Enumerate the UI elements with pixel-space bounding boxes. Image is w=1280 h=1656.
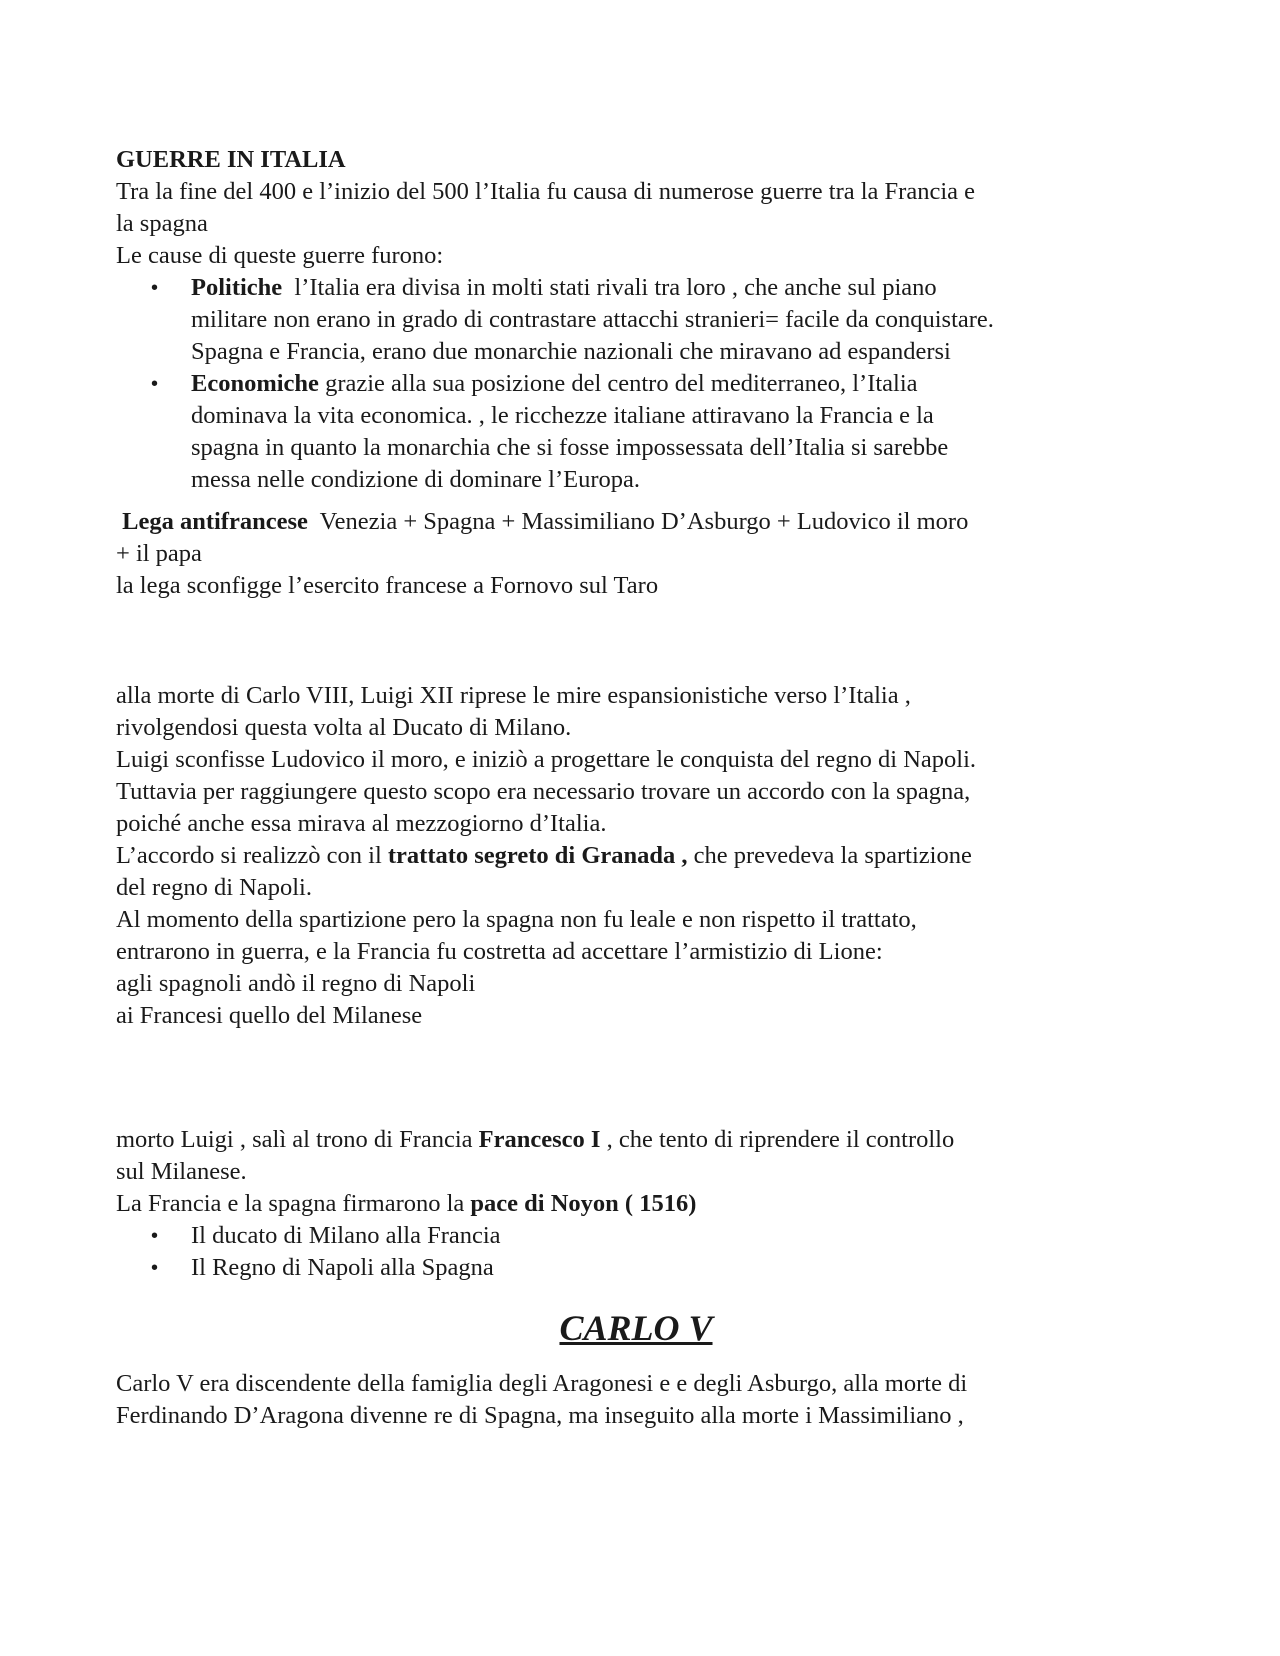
section-luigi-xii (116, 680, 976, 1032)
lega-line: la lega sconfigge l’esercito francese a Fornovo sul Taro (116, 572, 659, 599)
paragraph-line: alla morte di Carlo VIII, Luigi XII riprese le mire espansionistiche verso l’Italia , (116, 682, 911, 709)
paragraph-line: agli spagnoli andò il regno di Napoli (116, 970, 476, 997)
paragraph-line: morto Luigi , salì al trono di Francia Francesco I , che tento di riprendere il controllo (116, 1126, 955, 1153)
section-guerre-in-italia (116, 144, 994, 496)
cause-item-economiche: • Economiche grazie alla sua posizione del centro del mediterraneo, l’Italia dominava la vita economica. , le ricchezze italiane attiravano la Francia e la spagna in quanto la monarchia che si fosse impossessata dell’Italia si sarebbe messa nelle condizione di dominare l’Europa. (116, 368, 994, 496)
intro-line: la spagna (116, 210, 208, 237)
paragraph-line: ai Francesi quello del Milanese (116, 1002, 423, 1029)
paragraph-line: Al momento della spartizione pero la spagna non fu leale e non rispetto il trattato, (116, 906, 917, 933)
section-carlo-v-text (116, 1368, 967, 1432)
cause-item-politiche: • Politiche l’Italia era divisa in molti stati rivali tra loro , che anche sul piano militare non erano in grado di contrastare attacchi stranieri= facile da conquistare. Spagna e Francia, erano due monarchie nazionali che miravano ad espandersi (116, 272, 994, 368)
cause-label: Politiche (191, 274, 283, 301)
section-carlo-v (116, 1306, 1156, 1350)
intro-line: Tra la fine del 400 e l’inizio del 500 l’Italia fu causa di numerose guerre tra la Francia e (116, 178, 975, 205)
heading-carlo-v: CARLO V (559, 1308, 713, 1348)
causes-intro: Le cause di queste guerre furono: (116, 242, 444, 269)
paragraph-line: L’accordo si realizzò con il trattato segreto di Granada , che prevedeva la spartizione (116, 842, 972, 869)
paragraph-line: rivolgendosi questa volta al Ducato di Milano. (116, 714, 572, 741)
noyon-list (116, 1220, 954, 1284)
paragraph-line: La Francia e la spagna firmarono la pace di Noyon ( 1516) (116, 1190, 697, 1217)
lega-line: + il papa (116, 540, 202, 567)
list-item: • Il Regno di Napoli alla Spagna (116, 1252, 954, 1284)
paragraph-line: del regno di Napoli. (116, 874, 312, 901)
heading-guerre-in-italia: GUERRE IN ITALIA (116, 146, 346, 173)
paragraph-line: sul Milanese. (116, 1158, 247, 1185)
section-lega-antifrancese (116, 506, 968, 602)
lega-line: Lega antifrancese Venezia + Spagna + Massimiliano D’Asburgo + Ludovico il moro (122, 508, 969, 535)
causes-list (116, 272, 994, 496)
paragraph-line: poiché anche essa mirava al mezzogiorno d’Italia. (116, 810, 607, 837)
cause-label: Economiche (191, 370, 319, 397)
paragraph-line: Ferdinando D’Aragona divenne re di Spagna, ma inseguito alla morte i Massimiliano , (116, 1402, 964, 1429)
section-francesco-i (116, 1124, 954, 1284)
paragraph-line: Tuttavia per raggiungere questo scopo era necessario trovare un accordo con la spagna, (116, 778, 971, 805)
list-item: • Il ducato di Milano alla Francia (116, 1220, 954, 1252)
paragraph-line: entrarono in guerra, e la Francia fu costretta ad accettare l’armistizio di Lione: (116, 938, 883, 965)
paragraph-line: Carlo V era discendente della famiglia degli Aragonesi e e degli Asburgo, alla morte di (116, 1370, 968, 1397)
paragraph-line: Luigi sconfisse Ludovico il moro, e iniziò a progettare le conquista del regno di Napoli. (116, 746, 977, 773)
